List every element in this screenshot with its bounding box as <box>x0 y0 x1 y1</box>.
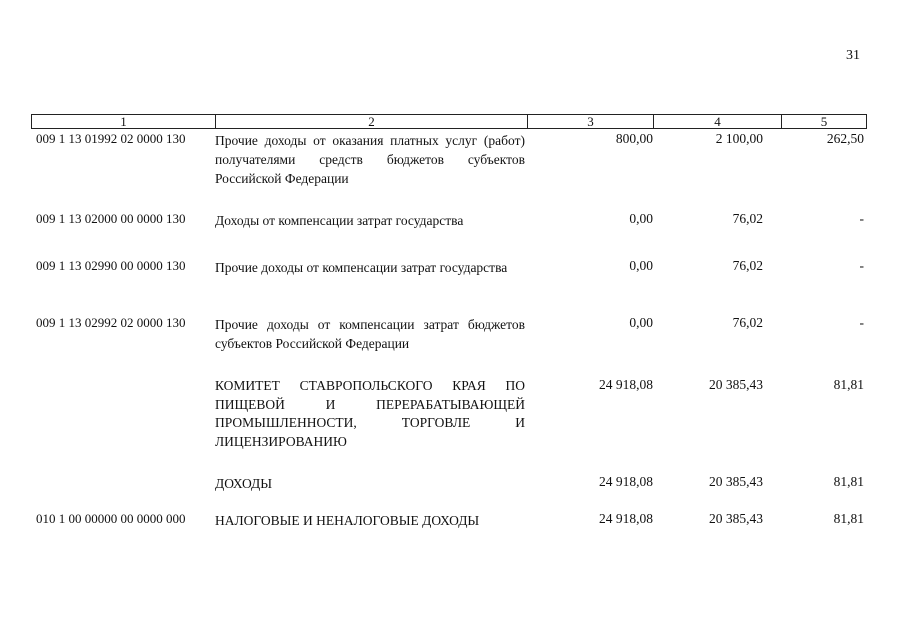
row-value-col5: - <box>859 315 864 330</box>
row-value-col5: - <box>859 211 864 226</box>
row-name: ДОХОДЫ <box>215 476 273 491</box>
header-col-3: 3 <box>528 115 654 128</box>
row-value-col5: 81,81 <box>833 377 864 392</box>
row-name: КОМИТЕТ СТАВРОПОЛЬСКОГО КРАЯ ПО ПИЩЕВОЙ И ПЕРЕРАБАТЫВАЮЩЕЙ ПРОМЫШЛЕННОСТИ, ТОРГОВЛЕ И ЛИЦЕНЗИРОВАНИЮ <box>215 378 525 449</box>
row-value-col4: 76,02 <box>732 315 763 330</box>
row-value-col5: - <box>859 258 864 273</box>
row-value-col5: 81,81 <box>833 511 864 526</box>
row-value-col4: 20 385,43 <box>709 474 763 489</box>
row-value-col4: 20 385,43 <box>709 511 763 526</box>
header-col-1: 1 <box>32 115 216 128</box>
row-value-col5: 262,50 <box>826 131 864 146</box>
row-value-col3: 0,00 <box>629 315 653 330</box>
header-col-5: 5 <box>820 114 828 129</box>
row-value-col4: 76,02 <box>732 258 763 273</box>
row-value-col3: 24 918,08 <box>599 377 653 392</box>
row-name: НАЛОГОВЫЕ И НЕНАЛОГОВЫЕ ДОХОДЫ <box>215 513 480 528</box>
row-value-col3: 800,00 <box>615 131 653 146</box>
row-name: Прочие доходы от компенсации затрат бюджетов субъектов Российской Федерации <box>215 317 525 351</box>
row-name: Доходы от компенсации затрат государства <box>215 213 464 228</box>
row-code: 009 1 13 01992 02 0000 130 <box>36 131 186 146</box>
row-value-col4: 76,02 <box>732 211 763 226</box>
header-col-2: 2 <box>216 115 528 128</box>
row-code: 010 1 00 00000 00 0000 000 <box>36 511 186 526</box>
row-value-col5: 81,81 <box>833 474 864 489</box>
table-header-row <box>31 114 867 129</box>
page-number: 31 <box>846 48 860 63</box>
row-name: Прочие доходы от оказания платных услуг (работ) получателями средств бюджетов субъектов Российской Федерации <box>215 133 525 186</box>
row-code: 009 1 13 02990 00 0000 130 <box>36 258 186 273</box>
row-value-col3: 0,00 <box>629 258 653 273</box>
row-value-col3: 0,00 <box>629 211 653 226</box>
row-name: Прочие доходы от компенсации затрат государства <box>215 260 508 275</box>
row-code: 009 1 13 02000 00 0000 130 <box>36 211 186 226</box>
row-value-col4: 20 385,43 <box>709 377 763 392</box>
row-value-col3: 24 918,08 <box>599 511 653 526</box>
row-code: 009 1 13 02992 02 0000 130 <box>36 315 186 330</box>
header-col-4: 4 <box>654 115 782 128</box>
row-value-col4: 2 100,00 <box>715 131 763 146</box>
row-value-col3: 24 918,08 <box>599 474 653 489</box>
